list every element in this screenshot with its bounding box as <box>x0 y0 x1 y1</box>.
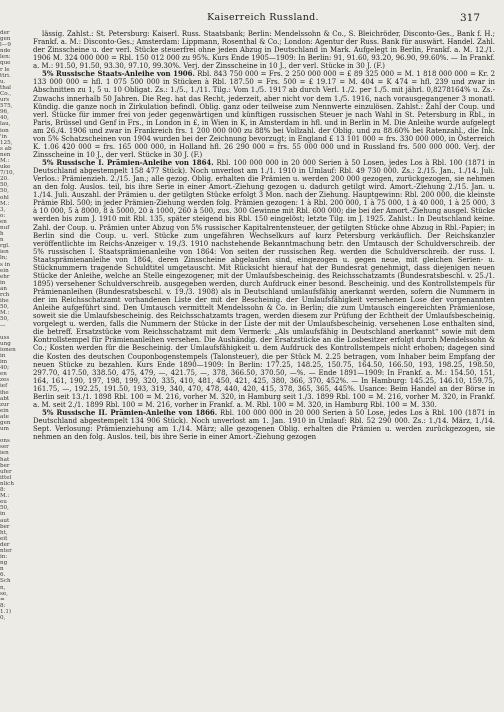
margin-fragment: nde <box>0 48 11 55</box>
margin-fragment: s ab <box>0 145 12 152</box>
margin-fragment: ittel <box>0 474 12 481</box>
margin-fragment: ser <box>0 444 9 451</box>
margin-fragment: eu <box>0 499 7 506</box>
margin-fragment: ufer <box>0 468 12 475</box>
margin-fragment: en <box>0 371 7 378</box>
margin-fragment: 125, <box>0 139 13 146</box>
margin-fragment: en <box>0 218 7 225</box>
margin-fragment: in <box>0 279 6 286</box>
margin-fragment: thal <box>0 84 11 91</box>
margin-fragment: nlich <box>0 480 14 487</box>
margin-fragment: len: <box>0 54 11 61</box>
margin-fragment: ln; <box>0 255 8 262</box>
margin-fragment: gen <box>0 420 11 426</box>
paragraph <box>33 409 495 441</box>
margin-fragment: ihe <box>0 298 9 305</box>
margin-fragment: n, <box>0 584 6 591</box>
margin-fragment: aut <box>0 517 10 524</box>
margin-fragment: in: <box>0 554 8 561</box>
paragraph-heading: 5% Russische Staats-Anleihe von 1906. <box>42 69 195 79</box>
margin-fragment: der <box>0 541 10 548</box>
margin-fragment: 8: <box>0 487 6 494</box>
margin-fragment: nuf <box>0 225 10 231</box>
margin-fragment: 96, <box>0 109 9 116</box>
margin-fragment: ber <box>0 523 10 530</box>
margin-fragment: ons <box>0 438 10 445</box>
margin-fragment: ng <box>0 560 8 567</box>
margin-fragment: der <box>0 30 10 36</box>
margin-fragment: 40, <box>0 115 9 122</box>
margin-fragment: ttri. <box>0 72 11 79</box>
margin-fragment: ate <box>0 413 9 420</box>
margin-fragment: 50, <box>0 304 9 311</box>
margin-fragment: ionen <box>0 346 16 353</box>
margin-fragment: an <box>0 285 7 292</box>
margin-fragment: abt <box>0 395 10 402</box>
margin-fragment: ohl <box>0 194 9 201</box>
margin-fragment: = <box>0 596 5 603</box>
margin-fragment: rgl. <box>0 243 10 250</box>
margin-fragment: r le <box>0 66 10 73</box>
margin-fragment: rch <box>0 292 10 299</box>
margin-fragment: 8: <box>0 602 6 609</box>
margin-fragment: s in <box>0 261 11 268</box>
margin-fragment: M.: <box>0 200 10 207</box>
margin-fragment: 1.1) <box>0 608 12 615</box>
margin-fragment: o: <box>0 212 6 219</box>
margin-fragment: h <box>0 231 4 238</box>
margin-fragment: eit <box>0 535 8 542</box>
paragraph <box>33 159 495 409</box>
margin-fragment: lau, <box>0 121 11 128</box>
page-number: 317 <box>459 12 480 24</box>
margin-fragment: ung <box>0 340 11 347</box>
paragraph-text: lässig. Zahlst.: St. Petersburg: Kaiserl. Russ. Staatsbank; Berlin: Mendelssohn & Co., S. Bleichröder, Disconto-Ges., Bank f. H.; Frankf. a. M.: Disconto-Ges.; Amsterdam: Lippmann, Rosenthal & Co.; London: Agentur der Russ. Bank für auswärt. Handel. Zahl. der Zinsscheine u. der verl. Stücke steuerfrei ohne jeden Abzug in Deutschland in Mark. Aufgelegt in Berlin, Frankf. a. M. 12./1. 1906 M. 324 000 000 = Rbl. 150 012 000 zu 95%. Kurs Ende 1905—1909: In Berlin: 91, 91.60, 93.20, 96.90, 99.60%. — In Frankf. a. M.: 91.50, 91.50, 93.30, 97.10, 99.30%. Verj. der Zinsscheine in 10 J., der verl. Stücke in 30 J. (F.) <box>33 30 495 71</box>
margin-fragment: 50, <box>0 182 9 189</box>
margin-fragment: ien <box>0 450 9 457</box>
paragraph-text: Rbl. 100 000 000 in 20 000 Serien à 50 Losen, jedes Los à Rbl. 100 (1871 in Deutschland abgestempelt 158 477 Stück). Noch unverlost am 1./1. 1910 in Umlauf: Rbl. 49 730 000. Zs.: 2./15. Jan., 1./14. Juli. Verlos.: Prämienzieh. 2./15. Jan.; alle gezog. Oblig. erhalten die Prämien u. werden 200 000 gezogen, zurückgezogen, sie nehmen an den folg. Auslos. teil, bis ihre Serie in einer Amort.-Ziehung gezogen u. dadurch getilgt wird. Amort.-Ziehung 2./15. Jan. u. 1./14. Juli. Auszahl. der Prämien u. der getilgten Stücke erfolgt 3 Mon. nach der Ziehung. Hauptgewinn: Rbl. 200 000, die kleinste Prämie Rbl. 500; in jeder Prämien-Ziehung werden folg. Prämien gezogen: 1 à Rbl. 200 000, 1 à 75 000, 1 à 40 000, 1 à 25 000, 3 à 10 000, 5 à 8000, 8 à 5000, 20 à 1000, 260 à 500, zus. 300 Gewinne mit Rbl. 600 000; die bei der Amort.-Ziehung ausgel. Stücke werden bis zum J. 1910 mit Rbl. 135, später steigend bis Rbl. 150 eingelöst; letzte Tilg. im J. 1925. Zahlst.: In Deutschland keine. Zahl. der Coup. u. Prämien unter Abzug von 5% russischer Kapitalrentensteuer, der getilgten Stücke ohne Abzug in Rbl.-Papier; in Berlin sind die Coup. u. verl. Stücke zum ungefähren Wechselkurs auf kurz Petersburg verkäuflich. Der Reichskanzler veröffentlichte im Reichs-Anzeiger v. 19./3. 1910 nachstehende Bekanntmachung betr. den Umtausch der Schuldverschreib. der 5% russischen I. Staatsprämienanleihe von 1864: Von seiten der russischen Reg. werden die Schuldverschreib. der russ. I. Staatsprämienanleihe von 1864, deren Zinsscheine abgelaufen sind, eingezogen u. gegen neue, mit gleichen Serien- u. Stücknummern tragende Schuldtitel umgetauscht. Mit Rücksicht hierauf hat der Bundesrat genehmigt, dass diejenigen neuen Stücke der Anleihe, welche an Stelle eingezogener, mit der Umlaufsbescheinig. des Reichsschatzamts (Bundesratsbeschl. v. 25./1. 1895) versehener Schuldverschreib. ausgegeben werden, durch Aufdruck einer besond. Bescheinig. und des Kontrollstempels für Prämienanleihen (Bundesratsbeschl. v. 19./3. 1908) als in Deutschland umlaufsfähig anerkannt werden, sofern die Nummern in der im Reichsschatzamt vorhandenen Liste der mit der Bescheinig. der Umlaufsfähigkeit versehenen Lose der vorgenannten Anleihe aufgeführt sind. Den Umtausch vermittelt Mendelssohn & Co. in Berlin; die zum Umtausch eingereichten Prämienlose, soweit sie die Umlaufsbescheinig. des Reichsschatzamts tragen, werden diesem zur Prüfung der Echtheit der Umlaufsbescheinig. vorgelegt u. werden, falls die Nummern der Stücke in der Liste der mit der Umlaufsbescheinig. versehenen Lose enthalten sind, die betreff. Ersatzstücke vom Reichsschatzamt mit dem Vermerk: „Als umlaufsfähig in Deutschland anerkannt“ sowie mit dem Kontrollstempel für Prämienanleihen versehen. Die Aushändig. der Ersatzstücke an die Losbesitzer erfolgt durch Mendelssohn & Co.; Kosten werden für die Bescheinig. der Umlaufsfähigkeit u. dem Aufdruck des Kontrollstempels nicht erhoben; dagegen sind die Kosten des deutschen Couponbogenstempels (Talonsteuer), die per Stück M. 2.25 betragen, vom Inhaber beim Empfang der neuen Stücke zu bezahlen. Kurs Ende 1890—1909: In Berlin: 177.25, 148.25, 150.75, 164.50, 166.50, 193, 198.25, 198.50, 297.70, 417.50, 338.50, 475, 479, —, 421.75, —, 378, 366.50, 370.50, —%. — Ende 1891—1909: In Frankf. a. M.: 154.50, 151, 164, 161, 190, 197, 198, 199, 320, 335, 410, 481, 450, 421, 425, 380, 366, 370, 452%. — In Hamburg: 145.25, 146.10, 159.75, 161.75, —, 192.25, 191.50, 193, 319, 340, 470, 478, 440, 420, 415, 378, 365, 365, 445%. Usance: Beim Handel an der Börse in Berlin seit 13./1. 1898 Rbl. 100 = M. 216, vorher M. 320, in Hamburg seit 1./3. 1899 Rbl. 100 = M. 216, vorher M. 320, in Frankf. a. M. seit 2./1. 1899 Rbl. 100 = M. 216, vorher in Frankf. a. M. Rbl. 100 = M. 320, in Hamburg Rbl. 100 = M. 330. <box>33 159 495 409</box>
margin-fragment: M.: <box>0 157 10 164</box>
margin-fragment: hat <box>0 456 10 463</box>
paragraph-heading: 5% Russische II. Prämien-Anleihe von 1866. <box>42 407 218 417</box>
paragraph-text: Rbl. 100 000 000 in 20 000 Serien à 50 Lose, jedes Los à Rbl. 100 (1871 in Deutschland abgestempelt 134 906 Stück). Noch unverlost am 1. Jan. 1910 in Umlauf: Rbl. 52 290 000. Zs.: 1./14. März, 1./14. Sept. Verlosung: Prämienziehung am 1./14. März; alle gezogenen Oblig. erhalten die Prämien u. werden zurückgezogen, sie nehmen an den folg. Auslos. teil, bis ihre Serie in einer Amort.-Ziehung gezogen <box>33 408 495 442</box>
margin-fragment: 40; <box>0 365 10 372</box>
margin-fragment: 50, <box>0 316 9 323</box>
margin-fragment: 20. <box>0 176 9 183</box>
margin-fragment: ihe <box>0 389 9 396</box>
margin-fragment: 0, <box>0 615 6 621</box>
margin-fragment: ein <box>0 267 9 274</box>
margin-fragment: ief <box>0 383 8 390</box>
margin-fragment: ien <box>0 249 9 256</box>
margin-fragment: ehr <box>0 273 10 280</box>
margin-fragment: ber <box>0 462 10 469</box>
margin-fragment: Sch <box>0 578 11 585</box>
margin-fragment: in <box>0 352 6 359</box>
margin-fragment: M.: <box>0 310 10 317</box>
margin-fragment: 'in <box>0 133 7 140</box>
margin-fragment: nter <box>0 547 12 554</box>
margin-fragment: uss <box>0 334 10 341</box>
margin-fragment: nen <box>0 151 11 158</box>
margin-fragment: 50, <box>0 505 9 512</box>
margin-fragment: zur <box>0 401 10 408</box>
paragraph <box>33 30 495 70</box>
margin-fragment: 575, <box>0 103 13 110</box>
margin-fragment: que <box>0 60 11 67</box>
paragraph <box>33 70 495 159</box>
margin-fragment: u. <box>0 78 6 85</box>
paragraph-text: Rbl. 843 750 000 = Frs. 2 250 000 000 = £ 89 325 000 = M. 1 818 000 000 = Kr. 2 133 000 000 = hfl. 1 075 500 000 in Stücken à Rbl. 187.50 = Frs. 500 = £ 19.17 = M. 404 = K 474 = hfl. 239 und zwar in Abschnitten zu 1, 5 u. 10 Obligat. Zs.: 1./5., 1./11. Tilg.: Vom 1./5. 1917 ab durch Verl. 1./2. per 1./5. mit jährl. 0,8278164% u. Zs.-Zuwachs innerhalb 50 Jahren. Die Reg. hat das Recht, jederzeit, aber nicht vor dem 1./5. 1916, nach vorausgegangener 3 monatl. Kündig. die ganze noch in Zirkulation befindl. Oblig. ganz oder teilweise zum Nennwerte einzulösen. Zahlst.: Zahl der Coup. und verl. Stücke für immer frei von jeder gegenwärtigen und künftigen russischen Steuer je nach Wahl in St. Petersburg in Rbl., in Paris, Brüssel und Genf in Frs., in London in £, in Wien in K, in Amsterdam in hfl. und in Berlin in M. Die Anleihe wurde aufgelegt am 26./4. 1906 und zwar in Frankreich frs. 1 200 000 000 zu 88% bei Vollzahl. der Oblig. und zu 88.60% bei Ratenzahl., die Ink. von 5% Schatzscheinen von 1904 wurden bei der Zeichnung bevorzugt; in England £ 13 101 000 = frs. 330 000 000, in Österreich K. 1.06 420 000 = frs. 165 000 000, in Holland hfl. 26 290 000 = frs. 55 000 000 und in Russland frs. 500 000 000. Verj. der Zinsscheine in 10 J., der verl. Stücke in 30 J. (F.) <box>33 70 495 159</box>
page-header <box>32 12 494 26</box>
margin-fragment: 6. <box>0 572 6 579</box>
margin-fragment: n <box>0 237 4 244</box>
margin-fragment: Co., <box>0 90 12 97</box>
margin-fragment: zes <box>0 377 10 384</box>
margin-fragment: urs <box>0 97 10 104</box>
margin-fragment: ein <box>0 407 9 414</box>
margin-fragment: ion <box>0 127 9 134</box>
margin-fragment: uke <box>0 164 11 171</box>
page-body <box>33 30 495 708</box>
margin-fragment: — <box>0 322 6 329</box>
margin-fragment: 3, <box>0 206 6 213</box>
margin-fragment: um <box>0 426 9 433</box>
margin-fragment: gen <box>0 36 11 43</box>
paragraph-heading: 5% Russische I. Prämien-Anleihe von 1864. <box>42 158 214 167</box>
margin-fragment: 50, <box>0 188 9 195</box>
margin-fragment: ht, <box>0 529 8 536</box>
margin-fragment: se, <box>0 590 8 597</box>
running-title: Kaiserreich Russland. <box>207 12 319 23</box>
margin-fragment: in <box>0 511 6 518</box>
margin-fragment: M.: <box>0 493 10 500</box>
margin-fragment: im <box>0 359 8 366</box>
left-margin-cutoff-text <box>0 30 22 712</box>
margin-fragment: 7/10, <box>0 170 15 177</box>
margin-fragment: n <box>0 566 4 573</box>
margin-fragment: l—9 <box>0 42 11 49</box>
